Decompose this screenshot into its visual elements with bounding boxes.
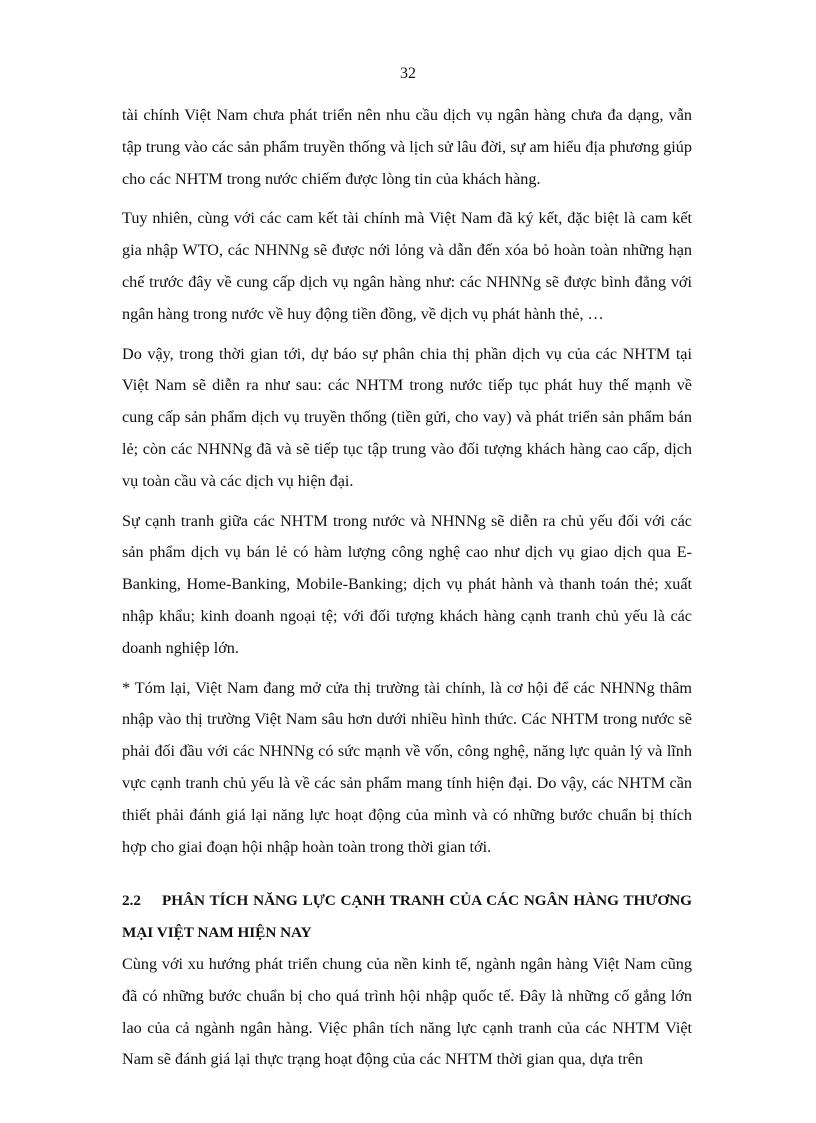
page-number: 32 [400,65,416,82]
paragraph: tài chính Việt Nam chưa phát triển nên nhu cầu dịch vụ ngân hàng chưa đa dạng, vẫn tập trung vào các sản phẩm truyền thống và lịch sử lâu đời, sự am hiểu địa phương giúp cho các NHTM trong nước chiếm được lòng tin của khách hàng. [122,106,692,188]
paragraph: Cùng với xu hướng phát triển chung của nền kinh tế, ngành ngân hàng Việt Nam cũng đã có những bước chuẩn bị cho quá trình hội nhập quốc tế. Đây là những cố gắng lớn lao của cả ngành ngân hàng. Việc phân tích năng lực cạnh tranh của các NHTM Việt Nam sẽ đánh giá lại thực trạng hoạt động của các NHTM thời gian qua, dựa trên [122,954,692,1069]
document-body [122,100,692,1084]
paragraph: Do vậy, trong thời gian tới, dự báo sự phân chia thị phần dịch vụ của các NHTM tại Việt Nam sẽ diễn ra như sau: các NHTM trong nước tiếp tục phát huy thế mạnh về cung cấp sản phẩm dịch vụ truyền thống (tiền gửi, cho vay) và phát triển sản phẩm bán lẻ; còn các NHNNg đã và sẽ tiếp tục tập trung vào đối tượng khách hàng cao cấp, dịch vụ toàn cầu và các dịch vụ hiện đại. [122,344,692,490]
paragraph: Tuy nhiên, cùng với các cam kết tài chính mà Việt Nam đã ký kết, đặc biệt là cam kết gia nhập WTO, các NHNNg sẽ được nới lỏng và dẫn đến xóa bỏ hoàn toàn những hạn chế trước đây về cung cấp dịch vụ ngân hàng như: các NHNNg sẽ được bình đẳng với ngân hàng trong nước về huy động tiền đồng, về dịch vụ phát hành thẻ, … [122,209,692,323]
section-number: 2.2 [122,892,141,910]
section-title: PHÂN TÍCH NĂNG LỰC CẠNH TRANH CỦA CÁC NGÂN HÀNG THƯƠNG MẠI VIỆT NAM HIỆN NAY [122,892,692,942]
paragraph: Sự cạnh tranh giữa các NHTM trong nước và NHNNg sẽ diễn ra chủ yếu đối với các sản phẩm dịch vụ bán lẻ có hàm lượng công nghệ cao như dịch vụ giao dịch qua E-Banking, Home-Banking, Mobile-Banking; dịch vụ phát hành và thanh toán thẻ; xuất nhập khẩu; kinh doanh ngoại tệ; với đối tượng khách hàng cạnh tranh chủ yếu là các doanh nghiệp lớn. [122,511,692,657]
section-heading [122,885,692,949]
paragraph: * Tóm lại, Việt Nam đang mở cửa thị trường tài chính, là cơ hội để các NHNNg thâm nhập vào thị trường Việt Nam sâu hơn dưới nhiều hình thức. Các NHTM trong nước sẽ phải đối đầu với các NHNNg có sức mạnh về vốn, công nghệ, năng lực quản lý và lĩnh vực cạnh tranh chủ yếu là về các sản phẩm mang tính hiện đại. Do vậy, các NHTM cần thiết phải đánh giá lại năng lực hoạt động của mình và có những bước chuẩn bị thích hợp cho giai đoạn hội nhập hoàn toàn trong thời gian tới. [122,678,692,856]
